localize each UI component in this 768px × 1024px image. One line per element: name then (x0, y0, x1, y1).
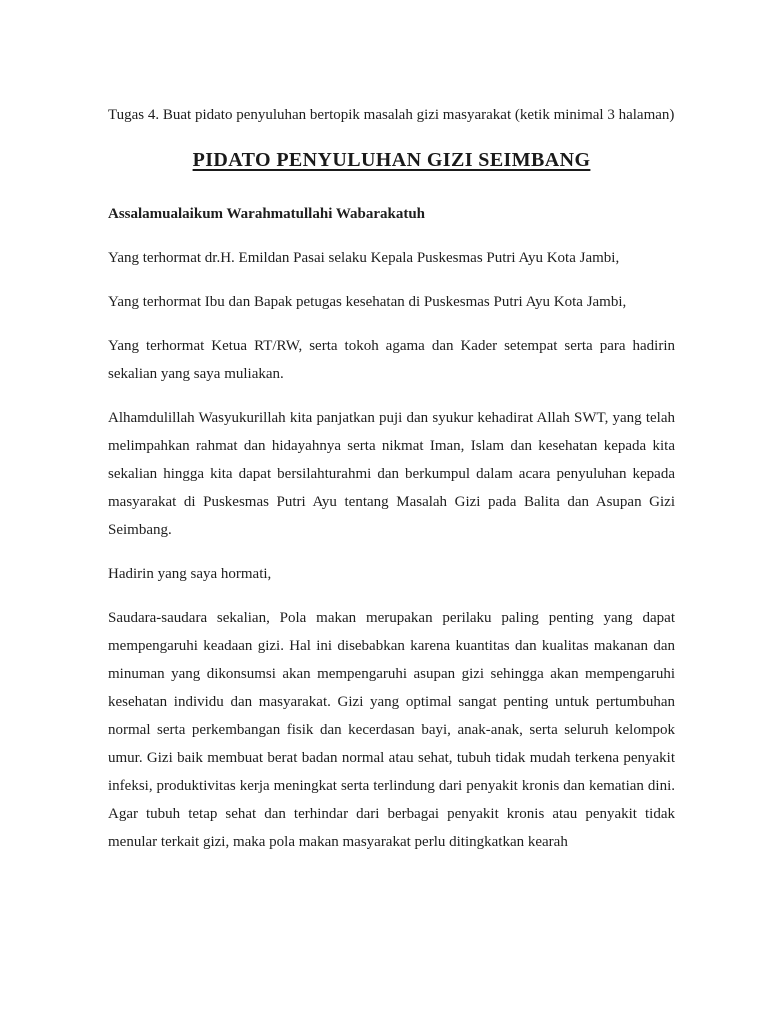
assignment-instruction: Tugas 4. Buat pidato penyuluhan bertopik masalah gizi masyarakat (ketik minimal 3 halaman) (108, 107, 675, 123)
body-paragraph-nutrition: Saudara-saudara sekalian, Pola makan merupakan perilaku paling penting yang dapat mempengaruhi keadaan gizi. Hal ini disebabkan karena kuantitas dan kualitas makanan dan minuman yang dikonsumsi akan mempengaruhi asupan gizi sehingga akan mempengaruhi kesehatan individu dan masyarakat. Gizi yang optimal sangat penting untuk pertumbuhan normal serta perkembangan fisik dan kecerdasan bayi, anak-anak, serta seluruh kelompok umur. Gizi baik membuat berat badan normal atau sehat, tubuh tidak mudah terkena penyakit infeksi, produktivitas kerja meningkat serta terlindung dari penyakit kronis dan kematian dini. Agar tubuh tetap sehat dan terhindar dari berbagai penyakit kronis atau penyakit tidak menular terkait gizi, maka pola makan masyarakat perlu ditingkatkan kearah (108, 610, 675, 850)
audience-address-line: Hadirin yang saya hormati, (108, 566, 272, 582)
honorific-head-of-puskesmas: Yang terhormat dr.H. Emildan Pasai selaku Kepala Puskesmas Putri Ayu Kota Jambi, (108, 250, 620, 266)
salutation-line: Assalamualaikum Warahmatullahi Wabarakatuh (108, 206, 426, 222)
opening-gratitude-paragraph: Alhamdulillah Wasyukurillah kita panjatkan puji dan syukur kehadirat Allah SWT, yang telah melimpahkan rahmat dan hidayahnya serta nikmat Iman, Islam dan kesehatan kepada kita sekalian hingga kita dapat bersilahturahmi dan berkumpul dalam acara penyuluhan kepada masyarakat di Puskesmas Putri Ayu tentang Masalah Gizi pada Balita dan Asupan Gizi Seimbang. (108, 410, 675, 538)
honorific-health-workers: Yang terhormat Ibu dan Bapak petugas kesehatan di Puskesmas Putri Ayu Kota Jambi, (108, 294, 627, 310)
honorific-community-leaders: Yang terhormat Ketua RT/RW, serta tokoh agama dan Kader setempat serta para hadirin sekalian yang saya muliakan. (108, 338, 675, 382)
document-title: PIDATO PENYULUHAN GIZI SEIMBANG (192, 149, 591, 171)
